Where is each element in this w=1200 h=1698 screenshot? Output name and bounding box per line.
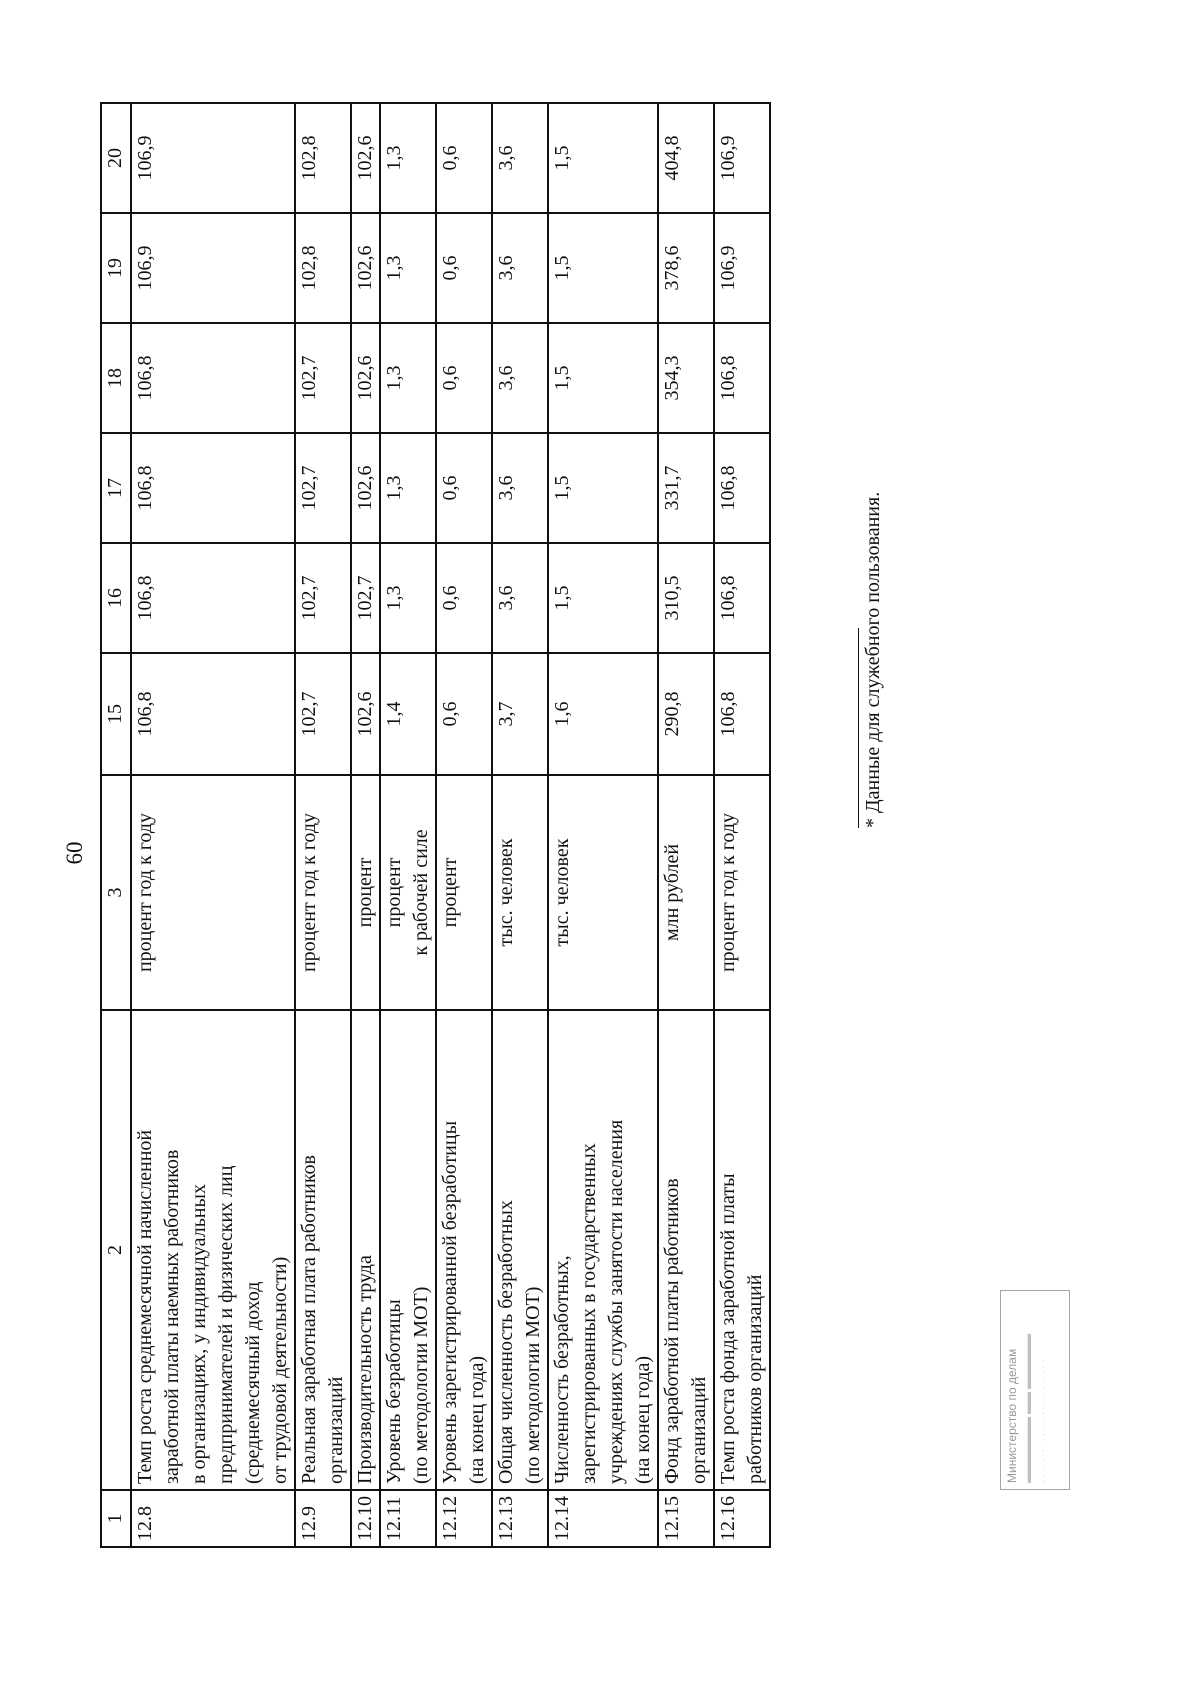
- stamp-faded-line: ·· ···· ··· ····· ·· ···: [1038, 1357, 1049, 1483]
- indicator-name-line: Темп роста среднемесячной начисленной: [134, 1129, 156, 1484]
- unit-cell: [492, 775, 548, 1010]
- indicator-name-line: (на конец года): [632, 1355, 654, 1484]
- unit-line: тыс. человек: [495, 838, 517, 947]
- value-cell: 0,6: [436, 103, 492, 213]
- unit-cell: [295, 775, 351, 1010]
- column-header: 2: [101, 1010, 131, 1490]
- page-number: 60: [62, 841, 87, 865]
- column-header: 3: [101, 775, 131, 1010]
- row-number: 12.8: [131, 1490, 295, 1547]
- indicator-name-line: Производительность труда: [354, 1255, 376, 1484]
- document-stamp: [1000, 1290, 1070, 1490]
- unit-line: тыс. человек: [551, 838, 573, 947]
- indicator-name-line: Реальная заработная плата работников: [298, 1155, 320, 1484]
- value-cell: 1,5: [548, 433, 658, 543]
- indicator-name: [548, 1010, 658, 1490]
- value-cell: 106,8: [131, 433, 295, 543]
- table-row: [658, 103, 714, 1547]
- column-header: 18: [101, 323, 131, 433]
- value-cell: 102,6: [351, 323, 380, 433]
- table-header: [101, 103, 131, 1547]
- table-body: [131, 103, 770, 1547]
- value-cell: 1,5: [548, 323, 658, 433]
- value-cell: 106,8: [131, 323, 295, 433]
- value-cell: 290,8: [658, 653, 714, 775]
- table-row: [548, 103, 658, 1547]
- column-header: 17: [101, 433, 131, 543]
- unit-line: млн рублей: [661, 843, 683, 942]
- column-header: 1: [101, 1490, 131, 1547]
- value-cell: 1,5: [548, 543, 658, 653]
- indicator-name: [351, 1010, 380, 1490]
- indicator-name: [658, 1010, 714, 1490]
- row-number: 12.12: [436, 1490, 492, 1547]
- indicator-name: [295, 1010, 351, 1490]
- value-cell: 0,6: [436, 543, 492, 653]
- row-number: 12.15: [658, 1490, 714, 1547]
- indicator-name-line: Фонд заработной платы работников: [661, 1178, 683, 1484]
- row-number: 12.14: [548, 1490, 658, 1547]
- value-cell: 102,6: [351, 103, 380, 213]
- value-cell: 0,6: [436, 653, 492, 775]
- value-cell: 102,6: [351, 653, 380, 775]
- indicator-name-line: организаций: [688, 1376, 710, 1484]
- indicator-name-line: заработной платы наемных работников: [161, 1149, 183, 1484]
- value-cell: 1,5: [548, 213, 658, 323]
- unit-cell: [351, 775, 380, 1010]
- value-cell: 106,8: [714, 653, 770, 775]
- unit-line: процент год к году: [717, 812, 739, 973]
- value-cell: 102,6: [351, 213, 380, 323]
- stamp-text: Министерство по делам: [1005, 1348, 1019, 1483]
- indicator-name-line: работников организаций: [744, 1274, 766, 1484]
- value-cell: 3,6: [492, 213, 548, 323]
- table-row: [436, 103, 492, 1547]
- indicator-name: [436, 1010, 492, 1490]
- value-cell: 102,8: [295, 103, 351, 213]
- value-cell: 1,3: [380, 543, 436, 653]
- value-cell: 3,6: [492, 433, 548, 543]
- value-cell: 106,8: [714, 323, 770, 433]
- footnote: * Данные для служебного пользования.: [862, 491, 884, 828]
- indicator-name-line: (по методологии МОТ): [522, 1286, 544, 1484]
- table-row: [131, 103, 295, 1547]
- indicator-name-line: зарегистрированных в государственных: [578, 1143, 600, 1484]
- indicator-name-line: Общая численность безработных: [495, 1200, 517, 1484]
- row-number: 12.13: [492, 1490, 548, 1547]
- value-cell: 1,5: [548, 103, 658, 213]
- row-number: 12.9: [295, 1490, 351, 1547]
- unit-line: процент: [354, 857, 376, 928]
- value-cell: 1,3: [380, 433, 436, 543]
- unit-cell: [548, 775, 658, 1010]
- value-cell: 102,7: [295, 543, 351, 653]
- indicators-table: [100, 102, 771, 1548]
- value-cell: 1,4: [380, 653, 436, 775]
- value-cell: 102,7: [351, 543, 380, 653]
- table-row: [380, 103, 436, 1547]
- value-cell: 354,3: [658, 323, 714, 433]
- value-cell: 3,6: [492, 103, 548, 213]
- indicator-name-line: (по методологии МОТ): [410, 1286, 432, 1484]
- row-number: 12.16: [714, 1490, 770, 1547]
- column-header: 19: [101, 213, 131, 323]
- unit-cell: [380, 775, 436, 1010]
- value-cell: 106,8: [131, 543, 295, 653]
- indicator-name: [380, 1010, 436, 1490]
- unit-line: процент год к году: [298, 812, 320, 973]
- value-cell: 331,7: [658, 433, 714, 543]
- value-cell: 106,8: [714, 543, 770, 653]
- unit-line: процент: [383, 857, 405, 928]
- indicator-name-line: (на конец года): [466, 1355, 488, 1484]
- header-row: [101, 103, 131, 1547]
- value-cell: 3,6: [492, 543, 548, 653]
- footnote-rule: [858, 628, 859, 828]
- indicator-name: [714, 1010, 770, 1490]
- value-cell: 1,3: [380, 213, 436, 323]
- value-cell: 106,9: [131, 103, 295, 213]
- indicator-name-line: Уровень безработицы: [383, 1299, 405, 1484]
- unit-line: процент год к году: [134, 812, 156, 973]
- column-header: 20: [101, 103, 131, 213]
- indicator-name-line: учреждениях службы занятости населения: [605, 1119, 627, 1484]
- value-cell: 102,7: [295, 323, 351, 433]
- value-cell: 0,6: [436, 433, 492, 543]
- value-cell: 378,6: [658, 213, 714, 323]
- value-cell: 310,5: [658, 543, 714, 653]
- unit-cell: [714, 775, 770, 1010]
- value-cell: 0,6: [436, 323, 492, 433]
- value-cell: 1,6: [548, 653, 658, 775]
- indicator-name-line: (среднемесячный доход: [242, 1281, 264, 1484]
- unit-cell: [131, 775, 295, 1010]
- column-header: 15: [101, 653, 131, 775]
- stamp-faded-line: ▬▬▬▬▬▬ ▬▬ ▬▬▬▬▬: [1022, 1333, 1034, 1483]
- value-cell: 0,6: [436, 213, 492, 323]
- column-header: 16: [101, 543, 131, 653]
- indicator-name-line: от трудовой деятельности): [269, 1256, 291, 1484]
- indicator-name: [131, 1010, 295, 1490]
- value-cell: 102,7: [295, 653, 351, 775]
- value-cell: 106,8: [131, 653, 295, 775]
- value-cell: 1,3: [380, 103, 436, 213]
- indicator-name-line: предпринимателей и физических лиц: [215, 1165, 237, 1484]
- unit-line: процент: [439, 857, 461, 928]
- value-cell: 106,9: [131, 213, 295, 323]
- indicator-name: [492, 1010, 548, 1490]
- indicator-name-line: Численность безработных,: [551, 1255, 573, 1484]
- value-cell: 1,3: [380, 323, 436, 433]
- table-row: [714, 103, 770, 1547]
- value-cell: 3,7: [492, 653, 548, 775]
- value-cell: 3,6: [492, 323, 548, 433]
- table-row: [351, 103, 380, 1547]
- indicator-name-line: Уровень зарегистрированной безработицы: [439, 1120, 461, 1484]
- value-cell: 106,9: [714, 213, 770, 323]
- table-row: [492, 103, 548, 1547]
- indicator-name-line: в организациях, у индивидуальных: [188, 1184, 210, 1484]
- value-cell: 404,8: [658, 103, 714, 213]
- value-cell: 102,7: [295, 433, 351, 543]
- indicator-name-line: организаций: [325, 1376, 347, 1484]
- table-row: [295, 103, 351, 1547]
- unit-line: к рабочей силе: [410, 829, 432, 956]
- unit-cell: [658, 775, 714, 1010]
- value-cell: 106,9: [714, 103, 770, 213]
- value-cell: 102,6: [351, 433, 380, 543]
- value-cell: 106,8: [714, 433, 770, 543]
- unit-cell: [436, 775, 492, 1010]
- value-cell: 102,8: [295, 213, 351, 323]
- indicator-name-line: Темп роста фонда заработной платы: [717, 1173, 739, 1484]
- row-number: 12.10: [351, 1490, 380, 1547]
- row-number: 12.11: [380, 1490, 436, 1547]
